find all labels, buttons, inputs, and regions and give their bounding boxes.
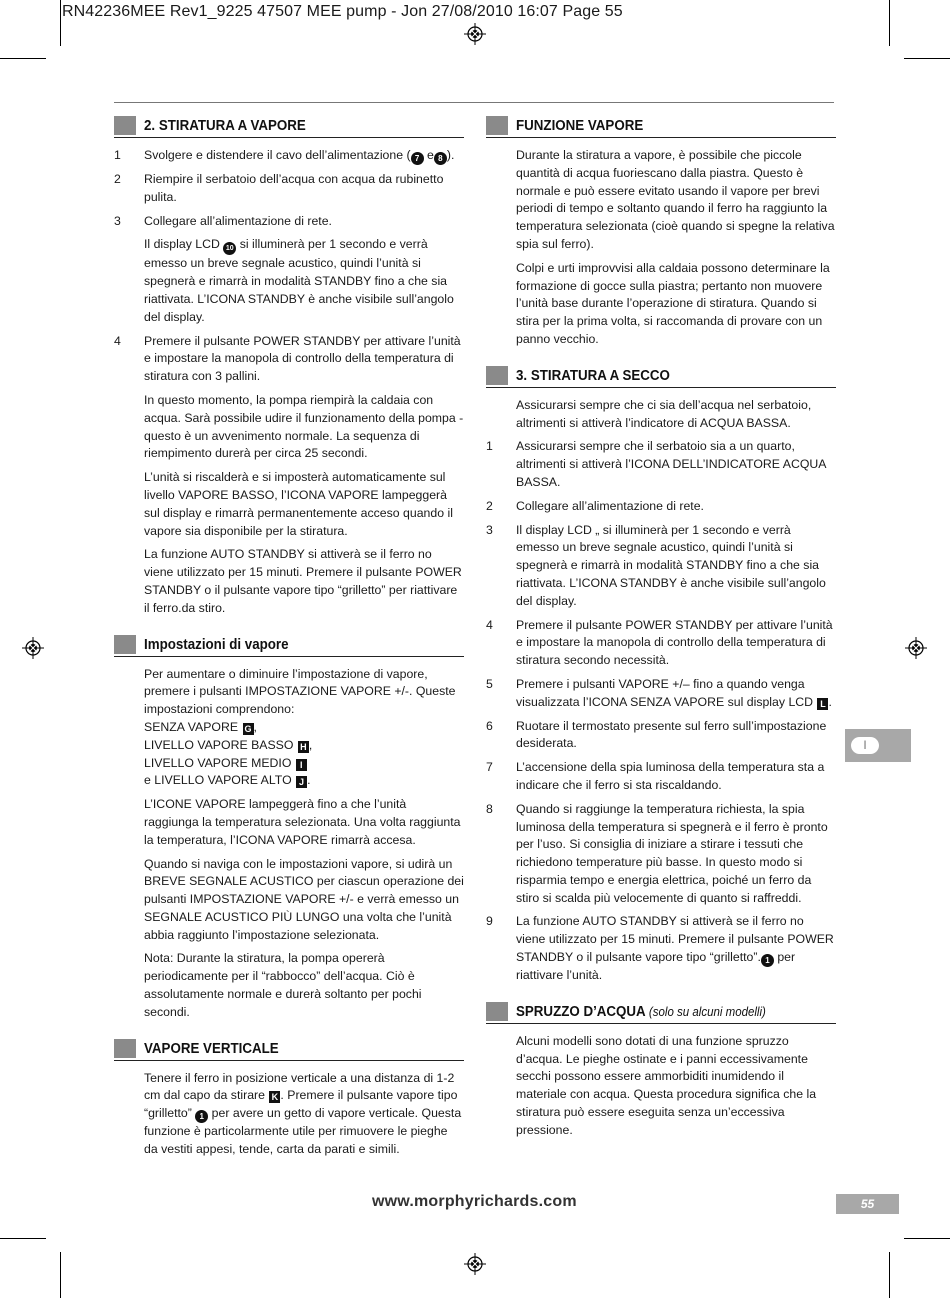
list-item	[486, 617, 836, 670]
section-heading	[486, 115, 836, 138]
registration-mark-icon	[22, 637, 44, 659]
item-number: 2	[114, 172, 121, 186]
letter-key-icon: H	[298, 741, 309, 753]
heading-marker	[486, 366, 508, 385]
list-item	[486, 522, 836, 611]
item-number: 6	[486, 718, 493, 733]
list-item	[114, 171, 464, 207]
item-text: Riempire il serbatoio dell’acqua con acqua da rubinetto pulita.	[144, 172, 444, 204]
paragraph: Alcuni modelli sono dotati di una funzione spruzzo d’acqua. Le pieghe ostinate e i panni eccessivamente secchi possono essere ammorbiditi inumidendo il materiale con acqua. Questa procedura significa che la stiratura può essere eseguita senza un’eccessiva pressione.	[516, 1033, 817, 1137]
item-text: La funzione AUTO STANDBY si attiverà se il ferro no viene utilizzato per 15 minuti. Premere il pulsante POWER STANDBY o il pulsante vapore tipo “grilletto”.	[516, 914, 834, 965]
page-number: 55	[836, 1194, 899, 1214]
para-text: si illuminerà per 1 secondo e verrà emesso un breve segnale acustico, quindi l’unità si spegnerà e rimarrà in modalità STANDBY fino a che sia riattivata. L’ICONA STANDBY è anche visibile sull’angolo del display.	[144, 237, 454, 324]
item-text: Svolgere e distendere il cavo dell’alimentazione (	[144, 148, 411, 162]
section-heading	[114, 1038, 464, 1061]
item-text: Premere i pulsanti VAPORE +/– fino a quando venga visualizzata l’ICONA SENZA VAPORE sul display LCD	[516, 676, 817, 709]
heading-marker	[114, 1039, 136, 1058]
paragraph: Colpi e urti improvvisi alla caldaia possono determinare la formazione di gocce sulla piastra; pertanto non muovere l’unità base durante l’operazione di stiratura. Quando si stira per la prima volta, si raccomanda di provare con un panno vecchio.	[516, 260, 830, 346]
item-text: Collegare all’alimentazione di rete.	[516, 498, 704, 513]
section-heading	[114, 115, 464, 138]
heading-subtitle: (solo su alcuni modelli)	[648, 1004, 766, 1019]
section-heading	[114, 634, 464, 657]
crop-mark	[0, 1238, 46, 1239]
heading-marker	[486, 116, 508, 135]
item-number: 7	[486, 760, 493, 775]
crop-mark	[0, 58, 46, 59]
item-text: Ruotare il termostato presente sul ferro sull’impostazione desiderata.	[516, 718, 827, 751]
letter-key-icon: I	[296, 759, 307, 771]
item-number: 1	[486, 439, 493, 454]
paragraph	[114, 236, 464, 326]
website-url: www.morphyrichards.com	[372, 1193, 577, 1210]
registration-mark-icon	[905, 637, 927, 659]
heading-text: SPRUZZO D’ACQUA (solo su alcuni modelli)	[516, 1003, 766, 1020]
item-text: Quando si raggiunge la temperatura richiesta, la spia luminosa della temperatura si spegnerà e il ferro è pronto per l’uso. Si consiglia di iniziare a stirare i tessuti che richiedono temperature più basse. In questo modo si risparmia tempo e energia elettrica, poiché un ferro da stiro si scalda più velocemente di quanto si raffreddi.	[516, 801, 828, 905]
crop-mark	[889, 1252, 890, 1298]
steam-level-line: LIVELLO VAPORE BASSO H ,	[144, 737, 313, 752]
language-label: I	[851, 737, 879, 754]
list-item: 5 Premere i pulsanti VAPORE +/– fino a quando venga visualizzata l’ICONA SENZA VAPORE sul display LCD L .	[486, 676, 832, 709]
crop-mark	[904, 1238, 950, 1239]
heading-text: 2. STIRATURA A VAPORE	[144, 118, 306, 134]
item-number: 4	[114, 333, 121, 348]
item-number: 5	[486, 676, 493, 691]
top-rule	[114, 102, 834, 103]
para-text: Il display LCD	[144, 237, 224, 252]
print-slug: RN42236MEE Rev1_9225 47507 MEE pump - Jon 27/08/2010 16:07 Page 55	[62, 3, 623, 20]
crop-mark	[60, 0, 61, 46]
paragraph: Tenere il ferro in posizione verticale a una distanza di 1-2 cm dal capo da stirare K . Premere il pulsante vapore tipo “grilletto” 1 per avere un getto di vapore verticale. Questa funzione è particolarmente utile per rimuovere le pieghe da vestiti appesi, tende, carta da parati e simili.	[144, 1070, 462, 1157]
paragraph: L’ICONE VAPORE lampeggerà fino a che l’unità raggiunga la temperatura selezionata. Una volta raggiunta la temperatura, l’ICONA VAPORE rimarrà accesa.	[144, 797, 461, 847]
circled-number-icon: 8	[434, 152, 447, 165]
heading-text: Impostazioni di vapore	[144, 636, 289, 653]
list-item	[486, 759, 836, 795]
left-column	[114, 115, 464, 1165]
steam-level-line: e LIVELLO VAPORE ALTO J .	[144, 773, 311, 788]
crop-mark	[904, 58, 950, 59]
letter-key-icon: G	[244, 723, 252, 734]
registration-mark-icon	[464, 1253, 486, 1275]
paragraph: Durante la stiratura a vapore, è possibile che piccole quantità di acqua fuoriescano dalla piastra. Questo è normale e può essere evitato usando il vapore per brevi periodi di tempo e soltanto quando il ferro ha raggiunto la temperatura selezionata (cioè quando si spegne la relativa spia sul ferro).	[516, 148, 835, 251]
item-number: 9	[486, 914, 493, 929]
right-column	[486, 115, 836, 1146]
paragraph	[114, 666, 464, 791]
circled-number-icon: 1	[761, 954, 774, 967]
item-text: Assicurarsi sempre che il serbatoio sia a un quarto, altrimenti si attiverà l’ICONA DELL’INDICATORE ACQUA BASSA.	[516, 439, 826, 489]
letter-key-icon: L	[817, 698, 828, 710]
steam-level-line: LIVELLO VAPORE MEDIO I	[144, 755, 464, 773]
section-heading	[486, 1001, 836, 1024]
crop-mark	[60, 1252, 61, 1298]
heading-text: VAPORE VERTICALE	[144, 1040, 279, 1057]
circled-number-icon: 7	[411, 152, 424, 165]
list-item	[114, 213, 464, 231]
list-item: 9 La funzione AUTO STANDBY si attiverà se il ferro no viene utilizzato per 15 minuti. Premere il pulsante POWER STANDBY o il pulsante vapore tipo “grilletto”. 1 per riattivare l’unità.	[486, 914, 834, 983]
paragraph: La funzione AUTO STANDBY si attiverà se il ferro no viene utilizzato per 15 minuti. Premere il pulsante POWER STANDBY o il pulsante vapore tipo “grilletto” per riattivare il ferro.da stiro.	[144, 547, 462, 615]
paragraph: In questo momento, la pompa riempirà la caldaia con acqua. Sarà possibile udire il funzionamento della pompa - questo è un avvenimento normale. La sequenza di riempimento durerà per circa 25 secondi.	[144, 392, 464, 461]
circled-number-icon: 10	[223, 242, 236, 255]
item-text: ).	[446, 148, 455, 162]
heading-marker	[114, 116, 136, 135]
item-text: e	[423, 148, 434, 162]
list-item	[486, 801, 836, 908]
item-number: 3	[114, 213, 121, 228]
item-number: 2	[486, 498, 493, 513]
list-item	[486, 718, 836, 754]
item-text: Il display LCD „ si illuminerà per 1 secondo e verrà emesso un breve segnale acustico, quindi l’unità si spegnerà e rimarrà in modalità STANDBY fino a che sia riattivata. L’ICONA STANDBY è anche visibile sull’angolo del display.	[516, 522, 826, 608]
list-item	[114, 147, 464, 165]
circled-number-icon: 1	[195, 1110, 208, 1123]
section-heading	[486, 365, 836, 388]
item-text: Collegare all’alimentazione di rete.	[144, 213, 332, 228]
item-number: 3	[486, 522, 493, 537]
registration-mark-icon	[464, 23, 486, 45]
item-number: 8	[486, 801, 493, 816]
letter-key-icon: K	[269, 1091, 280, 1103]
letter-key-icon: J	[296, 776, 307, 788]
item-number: 4	[486, 617, 493, 632]
heading-marker	[114, 635, 136, 654]
item-number: 1	[114, 148, 121, 162]
item-text: Premere il pulsante POWER STANDBY per attivare l’unità e impostare la manopola di controllo della temperatura di stiratura secondo necessità.	[516, 617, 833, 668]
paragraph: L’unità si riscalderà e si imposterà automaticamente sul livello VAPORE BASSO, l’ICONA VAPORE lampeggerà sul display e rimarrà permanentemente acceso quando il vapore sia disponibile per la stiratura.	[144, 470, 453, 538]
item-text: Premere il pulsante POWER STANDBY per attivare l’unità e impostare la manopola di controllo della temperatura di stiratura con 3 pallini.	[144, 333, 461, 384]
heading-text: 3. STIRATURA A SECCO	[516, 367, 670, 384]
para-text: Per aumentare o diminuire l’impostazione di vapore, premere i pulsanti IMPOSTAZIONE VAPORE +/-. Queste impostazioni comprendono:	[144, 666, 456, 717]
paragraph: Nota: Durante la stiratura, la pompa opererà periodicamente per il “rabbocco” dell’acqua. Ciò è assolutamente normale e durerà soltanto per pochi secondi.	[144, 951, 422, 1019]
list-item	[486, 498, 836, 516]
heading-text: FUNZIONE VAPORE	[516, 118, 644, 134]
crop-mark	[889, 0, 890, 46]
heading-marker	[486, 1002, 508, 1021]
language-tab	[845, 729, 911, 762]
paragraph: Quando si naviga con le impostazioni vapore, si udirà un BREVE SEGNALE ACUSTICO per ciascun operazione dei pulsanti IMPOSTAZIONE VAPORE +/- e verrà emesso un SEGNALE ACUSTICO PIÙ LUNGO una volta che l’unità abbia raggiunto l’impostazione selezionata.	[144, 856, 464, 942]
item-text: L’accensione della spia luminosa della temperatura sta a indicare che il ferro si sta riscaldando.	[516, 760, 825, 792]
paragraph: Assicurarsi sempre che ci sia dell’acqua nel serbatoio, altrimenti si attiverà l’indicatore di ACQUA BASSA.	[516, 397, 812, 430]
list-item	[114, 333, 464, 386]
list-item	[486, 438, 836, 491]
steam-level-line: SENZA VAPORE G ,	[144, 719, 257, 734]
